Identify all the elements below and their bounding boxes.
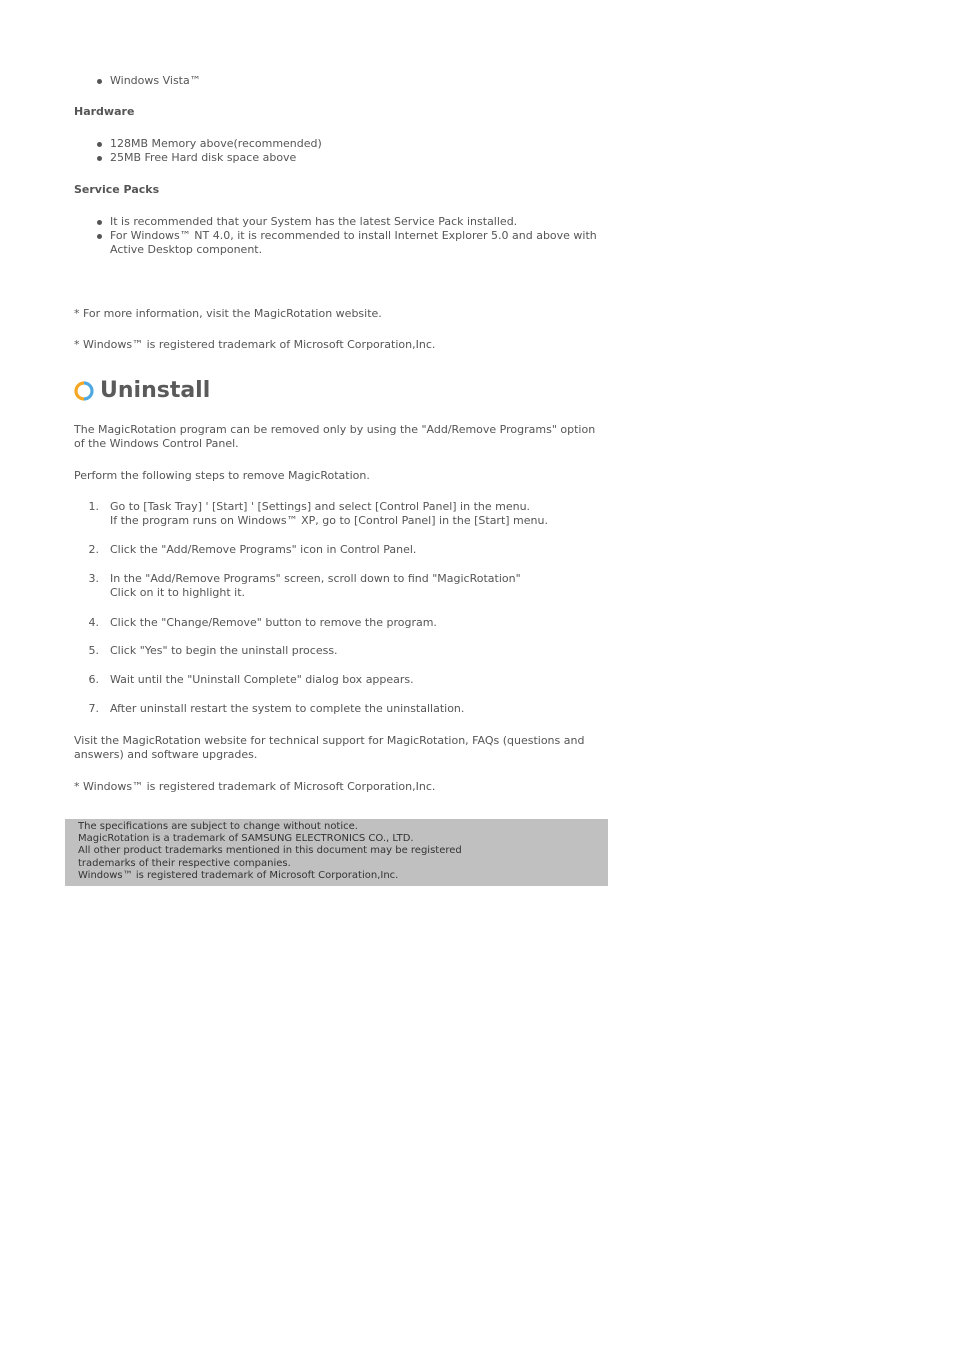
footer-line: Windows™ is registered trademark of Microsoft Corporation,Inc. <box>78 869 399 881</box>
page-title: Uninstall <box>100 378 211 403</box>
more-info-note: * For more information, visit the MagicRotation website. <box>74 307 382 320</box>
step-number: 6. <box>88 673 99 686</box>
footer-line: trademarks of their respective companies. <box>78 857 291 869</box>
step-number: 7. <box>88 702 99 715</box>
step-text-detail: Click on it to highlight it. <box>110 586 246 599</box>
uninstall-title-row <box>74 377 604 405</box>
step-item <box>74 543 604 557</box>
list-item: It is recommended that your System has the latest Service Pack installed. <box>110 215 604 229</box>
service-packs-heading: Service Packs <box>74 183 160 196</box>
step-item <box>74 616 604 630</box>
list-item: For Windows™ NT 4.0, it is recommended to install Internet Explorer 5.0 and above with Active Desktop component. <box>110 229 604 257</box>
step-number: 3. <box>88 572 99 585</box>
step-item <box>74 644 604 658</box>
uninstall-intro: The MagicRotation program can be removed only by using the "Add/Remove Programs" option of the Windows Control Panel. <box>74 423 596 450</box>
trademark-note: * Windows™ is registered trademark of Microsoft Corporation,Inc. <box>74 338 436 351</box>
step-text: Wait until the "Uninstall Complete" dialog box appears. <box>110 673 414 686</box>
support-note: Visit the MagicRotation website for technical support for MagicRotation, FAQs (questions and answers) and software upgrades. <box>74 734 585 761</box>
hardware-heading: Hardware <box>74 105 135 118</box>
list-item: 128MB Memory above(recommended) <box>110 137 604 151</box>
footer-notice <box>65 819 608 886</box>
hardware-list <box>74 137 604 165</box>
document-body <box>74 74 604 794</box>
ring-icon <box>74 381 94 401</box>
step-item <box>74 572 604 600</box>
step-number: 2. <box>88 543 99 556</box>
step-text: Click the "Change/Remove" button to remove the program. <box>110 616 437 629</box>
os-list <box>74 74 604 88</box>
step-item <box>74 673 604 687</box>
step-text: Click "Yes" to begin the uninstall process. <box>110 644 338 657</box>
list-item: 25MB Free Hard disk space above <box>110 151 604 165</box>
step-text: After uninstall restart the system to complete the uninstallation. <box>110 702 465 715</box>
uninstall-steps <box>74 500 604 716</box>
step-number: 1. <box>88 500 99 513</box>
step-number: 4. <box>88 616 99 629</box>
step-text-detail: If the program runs on Windows™ XP, go to [Control Panel] in the [Start] menu. <box>110 514 548 527</box>
service-packs-list <box>74 215 604 257</box>
step-text: Click the "Add/Remove Programs" icon in Control Panel. <box>110 543 417 556</box>
footer-line: MagicRotation is a trademark of SAMSUNG ELECTRONICS CO., LTD. <box>78 833 414 845</box>
step-text: Go to [Task Tray] ' [Start] ' [Settings] and select [Control Panel] in the menu. <box>110 500 531 513</box>
trademark-note: * Windows™ is registered trademark of Microsoft Corporation,Inc. <box>74 780 436 793</box>
list-item: Windows Vista™ <box>110 74 604 88</box>
steps-intro: Perform the following steps to remove MagicRotation. <box>74 469 370 482</box>
footer-line: All other product trademarks mentioned in this document may be registered <box>78 845 462 857</box>
step-item <box>74 500 604 528</box>
step-number: 5. <box>88 644 99 657</box>
footer-line: The specifications are subject to change without notice. <box>78 821 358 832</box>
step-item <box>74 702 604 716</box>
step-text: In the "Add/Remove Programs" screen, scroll down to find "MagicRotation" <box>110 572 521 585</box>
